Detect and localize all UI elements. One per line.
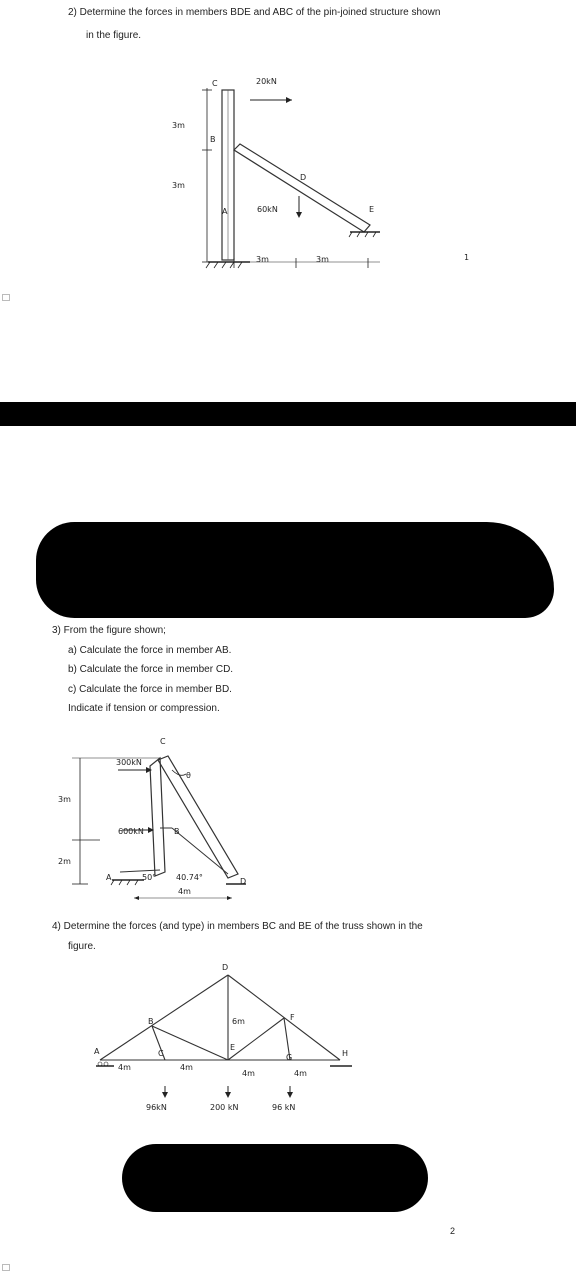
p3-theta: θ: [186, 771, 191, 780]
p3-label-D: D: [240, 877, 247, 886]
problem4-line2: figure.: [68, 941, 96, 952]
p2-dim-top: 3m: [172, 121, 185, 130]
p2-label-A: A: [222, 207, 228, 216]
redaction-blob-2: [122, 1144, 428, 1212]
p2-label-C: C: [212, 79, 218, 88]
p4-span2: 4m: [180, 1063, 193, 1072]
p4-load1: 96kN: [146, 1103, 167, 1112]
p2-dim-b1: 3m: [256, 255, 269, 264]
p3-load-mid: 600kN: [118, 827, 144, 836]
p3-angle: 50°: [142, 873, 157, 882]
p4-label-F: F: [290, 1013, 295, 1022]
p4-label-D: D: [222, 963, 229, 972]
p3-span: 4m: [178, 887, 191, 896]
p2-label-E: E: [369, 205, 375, 214]
document-icon: [2, 1264, 10, 1271]
problem4-line1: 4) Determine the forces (and type) in members BC and BE of the truss shown in the: [52, 921, 423, 932]
p2-stray-mark: 1: [464, 253, 470, 262]
p3-label-C: C: [160, 737, 166, 746]
p4-load2: 200 kN: [210, 1103, 239, 1112]
p3-angle2: 40.74°: [176, 873, 203, 882]
p4-label-E: E: [230, 1043, 236, 1052]
problem3-a: a) Calculate the force in member AB.: [68, 645, 232, 656]
p3-label-B: B: [174, 827, 180, 836]
footer-watermark-2: [2, 1264, 60, 1270]
p3-dim2: 2m: [58, 857, 71, 866]
p2-label-B: B: [210, 135, 216, 144]
p3-load-top: 300kN: [116, 758, 142, 767]
p4-span1: 4m: [118, 1063, 131, 1072]
problem3-intro: 3) From the figure shown;: [52, 625, 166, 636]
p4-span3: 4m: [242, 1069, 255, 1078]
p4-height: 6m: [232, 1017, 245, 1026]
p2-dim-mid: 3m: [172, 181, 185, 190]
page-number: 2: [450, 1226, 456, 1236]
p3-label-A: A: [106, 873, 112, 882]
p2-label-D: D: [300, 173, 307, 182]
p4-label-H: H: [342, 1049, 349, 1058]
p4-span4: 4m: [294, 1069, 307, 1078]
p4-label-G: G: [286, 1053, 293, 1062]
p4-label-A: A: [94, 1047, 100, 1056]
p2-load-top: 20kN: [256, 77, 277, 86]
p3-dim1: 3m: [58, 795, 71, 804]
problem3-b: b) Calculate the force in member CD.: [68, 664, 234, 675]
problem3-c: c) Calculate the force in member BD.: [68, 684, 232, 695]
problem2-line1: 2) Determine the forces in members BDE and ABC of the pin-joined structure shown: [68, 7, 441, 18]
p2-dim-b2: 3m: [316, 255, 329, 264]
problem3-d: Indicate if tension or compression.: [68, 703, 220, 714]
p4-label-C: C: [158, 1049, 164, 1058]
p4-load3: 96 kN: [272, 1103, 296, 1112]
problem2-line2: in the figure.: [86, 30, 142, 41]
p2-load-mid: 60kN: [257, 205, 278, 214]
p4-label-B: B: [148, 1017, 154, 1026]
